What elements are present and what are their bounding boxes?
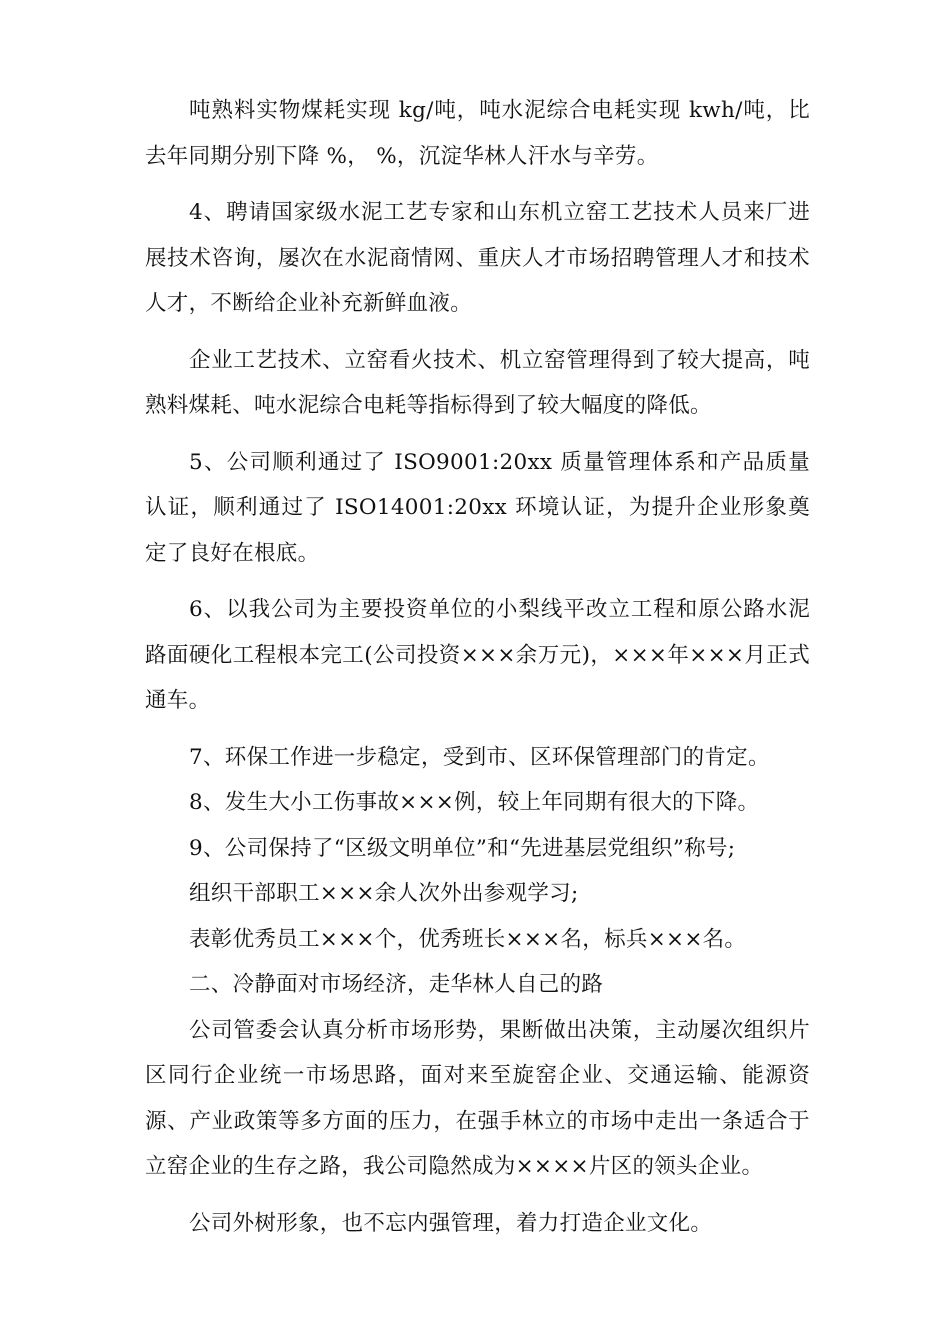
paragraph-corporate-culture: 公司外树形象，也不忘内强管理，着力打造企业文化。: [189, 1210, 713, 1236]
paragraph-study-tours: 组织干部职工×××余人次外出参观学习;: [189, 881, 579, 906]
document-body: [145, 88, 810, 1246]
paragraph-item-6: 6、以我公司为主要投资单位的小梨线平改立工程和原公路水泥路面硬化工程根本完工(公司投资×××余万元)，×××年×××月正式通车。: [145, 597, 810, 713]
paragraph-item-5: 5、公司顺利通过了 ISO9001:20xx 质量管理体系和产品质量认证，顺利通过了 ISO14001:20xx 环境认证，为提升企业形象奠定了良好在根底。: [145, 449, 810, 566]
paragraph-coal-power-consumption: 吨熟料实物煤耗实现 kg/吨，吨水泥综合电耗实现 kwh/吨，比去年同期分别下降 %， %，沉淀华林人汗水与辛劳。: [145, 98, 810, 169]
paragraph-item-8: 8、发生大小工伤事故×××例，较上年同期有很大的下降。: [189, 790, 760, 815]
paragraph-market-analysis: 公司管委会认真分析市场形势，果断做出决策，主动屡次组织片区同行企业统一市场思路，面对来至旋窑企业、交通运输、能源资源、产业政策等多方面的压力，在强手林立的市场中走出一条适合于立窑企业的生存之路，我公司隐然成为××××片区的领头企业。: [145, 1017, 810, 1179]
paragraph-item-7: 7、环保工作进一步稳定，受到市、区环保管理部门的肯定。: [189, 744, 770, 770]
paragraph-item-9: 9、公司保持了“区级文明单位”和“先进基层党组织”称号;: [189, 835, 736, 861]
paragraph-item-4: 4、聘请国家级水泥工艺专家和山东机立窑工艺技术人员来厂进展技术咨询，屡次在水泥商情网、重庆人才市场招聘管理人才和技术人才，不断给企业补充新鲜血液。: [145, 200, 810, 316]
paragraph-commendations: 表彰优秀员工×××个，优秀班长×××名，标兵×××名。: [189, 926, 747, 952]
section-heading-2: 二、冷静面对市场经济，走华林人自己的路: [189, 972, 604, 997]
paragraph-process-improvement: 企业工艺技术、立窑看火技术、机立窑管理得到了较大提高，吨熟料煤耗、吨水泥综合电耗等指标得到了较大幅度的降低。: [145, 347, 810, 418]
